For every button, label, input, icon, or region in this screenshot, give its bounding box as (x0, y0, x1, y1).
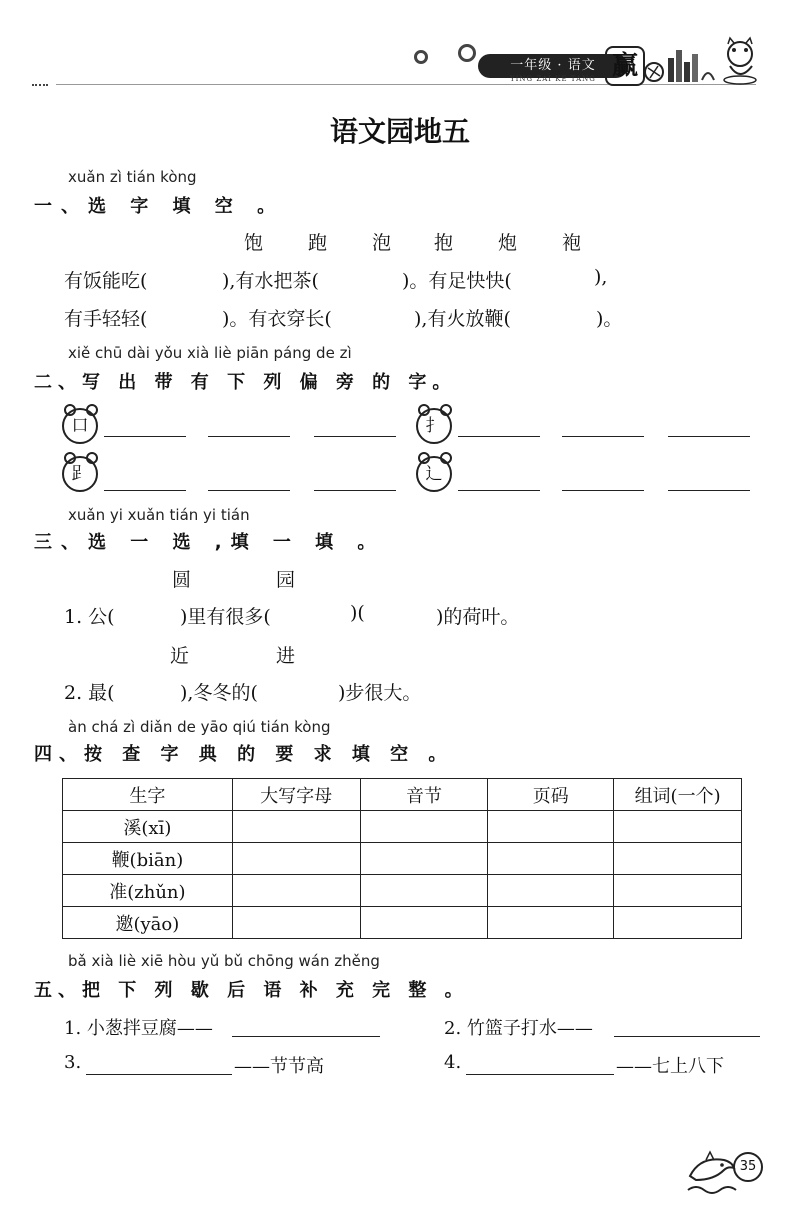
answer-blank[interactable] (614, 1014, 760, 1037)
answer-blank[interactable] (104, 470, 186, 491)
text-segment: ),冬冬的( (180, 682, 258, 704)
answer-cell[interactable] (232, 811, 360, 843)
table-row (63, 875, 742, 907)
circle-icon (414, 50, 428, 64)
answer-cell[interactable] (488, 875, 614, 907)
text-segment: 1. 公( (64, 606, 115, 628)
option-char: 圆 (172, 569, 192, 591)
saying-tail: ——七上八下 (616, 1056, 724, 1077)
option-char: 炮 (498, 232, 518, 254)
table-row (63, 907, 742, 939)
option-char: 袍 (562, 232, 582, 254)
answer-blank[interactable] (314, 416, 396, 437)
section5-pinyin: bǎ xià liè xiē hòu yǔ bǔ chōng wán zhěng (68, 952, 380, 970)
page-number: 35 (733, 1152, 763, 1182)
option-char: 近 (170, 645, 190, 667)
text-segment: 有饭能吃( (64, 270, 148, 292)
option-char: 园 (276, 569, 296, 591)
circle-icon (458, 44, 476, 62)
page-title: 语文园地五 (329, 115, 470, 148)
text-segment: )。有足快快( (402, 270, 512, 292)
answer-blank[interactable] (668, 416, 750, 437)
answer-blank[interactable] (458, 470, 540, 491)
text-segment: ),有火放鞭( (414, 308, 511, 330)
answer-blank[interactable] (86, 1052, 232, 1075)
text-segment: )的荷叶。 (436, 606, 520, 628)
answer-cell[interactable] (614, 907, 742, 939)
answer-cell[interactable] (360, 843, 488, 875)
radical-char: 𧾷 (62, 456, 98, 492)
column-header: 页码 (488, 779, 614, 811)
saying-item: 2. 竹篮子打水—— (444, 1018, 593, 1039)
radical-badge (416, 406, 456, 446)
header-dots (32, 84, 48, 88)
answer-cell[interactable] (614, 843, 742, 875)
character-cell: 准(zhǔn) (63, 875, 233, 907)
answer-blank[interactable] (232, 1014, 380, 1037)
section1-line2 (0, 304, 800, 332)
section3-question1 (0, 602, 800, 630)
section3-pinyin: xuǎn yi xuǎn tián yi tián (68, 506, 250, 524)
option-char: 泡 (372, 232, 392, 254)
section3-question2 (0, 678, 800, 706)
answer-blank[interactable] (458, 416, 540, 437)
brand-logo: 赢 (605, 46, 645, 86)
character-cell: 鞭(biān) (63, 843, 233, 875)
column-header: 组词(一个) (614, 779, 742, 811)
radical-badge (62, 406, 102, 446)
grade-subject-banner: 一年级 · 语文 (478, 54, 628, 78)
radical-char: 口 (62, 408, 98, 444)
saying-number: 4. (444, 1052, 462, 1073)
text-segment: ),有水把茶( (222, 270, 319, 292)
section1-pinyin: xuǎn zì tián kòng (68, 168, 197, 186)
column-header: 音节 (360, 779, 488, 811)
answer-blank[interactable] (562, 416, 644, 437)
section4-heading: 四、按 查 字 典 的 要 求 填 空 。 (34, 744, 454, 765)
radical-badge (416, 454, 456, 494)
option-char: 抱 (434, 232, 454, 254)
answer-cell[interactable] (488, 907, 614, 939)
text-segment: )步很大。 (338, 682, 422, 704)
section3-heading: 三、选 一 选 ,填 一 填 。 (34, 532, 385, 553)
answer-cell[interactable] (488, 811, 614, 843)
text-segment: ), (594, 266, 608, 288)
answer-cell[interactable] (614, 875, 742, 907)
text-segment: )里有很多( (180, 606, 271, 628)
character-cell: 溪(xī) (63, 811, 233, 843)
text-segment: 2. 最( (64, 682, 115, 704)
answer-blank[interactable] (466, 1052, 614, 1075)
answer-cell[interactable] (360, 907, 488, 939)
saying-number: 3. (64, 1052, 82, 1073)
answer-blank[interactable] (668, 470, 750, 491)
table-row (63, 843, 742, 875)
brand-pinyin: YING ZAI KE TANG (510, 75, 596, 83)
saying-tail: ——节节高 (234, 1056, 324, 1077)
section1-line1 (0, 266, 800, 294)
column-header: 生字 (63, 779, 233, 811)
answer-blank[interactable] (208, 470, 290, 491)
option-char: 跑 (308, 232, 328, 254)
answer-cell[interactable] (232, 843, 360, 875)
saying-item: 1. 小葱拌豆腐—— (64, 1018, 213, 1039)
section2-pinyin: xiě chū dài yǒu xià liè piān páng de zì (68, 344, 352, 362)
section1-heading: 一、选 字 填 空 。 (34, 196, 285, 217)
radical-char: 扌 (416, 408, 452, 444)
section5-heading: 五、把 下 列 歇 后 语 补 充 完 整 。 (34, 980, 469, 1001)
table-header-row (63, 779, 742, 811)
text-segment: )( (350, 602, 365, 624)
answer-cell[interactable] (614, 811, 742, 843)
table-row (63, 811, 742, 843)
text-segment: 有手轻轻( (64, 308, 148, 330)
text-segment: )。 (596, 308, 623, 330)
answer-blank[interactable] (314, 470, 396, 491)
dolphin-icon (684, 1146, 738, 1196)
answer-cell[interactable] (360, 811, 488, 843)
radical-badge (62, 454, 102, 494)
answer-blank[interactable] (208, 416, 290, 437)
answer-cell[interactable] (232, 875, 360, 907)
cartoon-decoration-icon (642, 36, 762, 86)
option-char: 进 (276, 645, 296, 667)
answer-cell[interactable] (232, 907, 360, 939)
radical-char: 辶 (416, 456, 452, 492)
column-header: 大写字母 (232, 779, 360, 811)
section4-pinyin: àn chá zì diǎn de yāo qiú tián kòng (68, 718, 331, 736)
option-char: 饱 (244, 232, 264, 254)
answer-cell[interactable] (360, 875, 488, 907)
character-cell: 邀(yāo) (63, 907, 233, 939)
answer-blank[interactable] (562, 470, 644, 491)
section1-options (0, 228, 800, 256)
text-segment: )。有衣穿长( (222, 308, 332, 330)
answer-blank[interactable] (104, 416, 186, 437)
answer-cell[interactable] (488, 843, 614, 875)
section2-heading: 二、写 出 带 有 下 列 偏 旁 的 字。 (34, 372, 457, 393)
dictionary-table (62, 778, 742, 939)
